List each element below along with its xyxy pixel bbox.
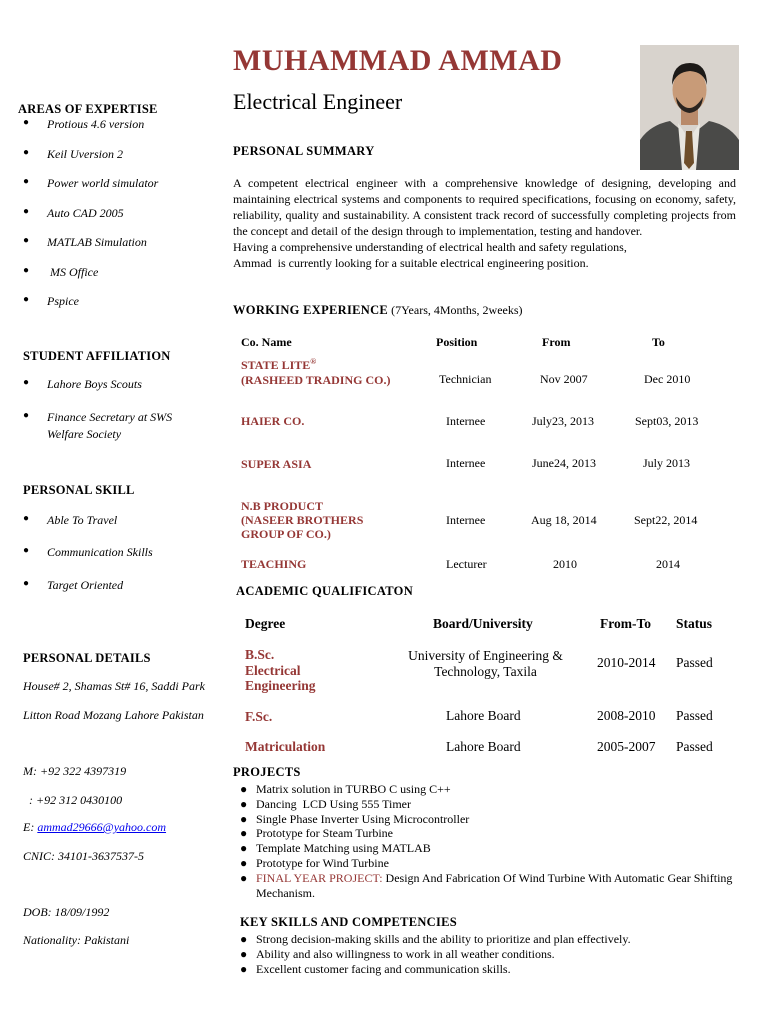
board-cell: University of Engineering & Technology, Taxila [408,648,563,679]
bullet-icon: ● [240,782,248,796]
expertise-heading: AREAS OF EXPERTISE [18,102,158,116]
company-name: N.B PRODUCT [241,499,324,513]
list-item: ● MATLAB Simulation [23,235,147,249]
list-item: ● Excellent customer facing and communication skills. [240,961,511,976]
key-skills-heading: KEY SKILLS AND COMPETENCIES [240,915,458,929]
company-name: SUPER ASIA [241,457,312,471]
to-cell: July 2013 [643,456,691,470]
summary-paragraph: A competent electrical engineer with a comprehensive knowledge of designing, developing and maintaining electrical systems and components to required specifications, focusing on economy, safety, reliability, quality and sustainability. A consistent track record of successfully completing projects from the concept and detail of the design through to implementation, testing and handover. [233,176,736,238]
list-item: ● Prototype for Wind Turbine [240,855,389,870]
summary-text [233,175,736,271]
final-project-text: Design And Fabrication Of Wind Turbine With Automatic Gear Shifting Mechanism. [256,870,733,900]
to-cell: Sept03, 2013 [635,414,699,428]
projects-heading: PROJECTS [233,765,301,779]
candidate-name: MUHAMMAD AMMAD [233,44,563,77]
list-item: ● Single Phase Inverter Using Microcontroller [240,811,470,826]
list-item: ● Power world simulator [23,176,159,190]
summary-line-2: Having a comprehensive understanding of electrical health and safety regulations, [233,240,627,254]
list-item: ● Pspice [23,294,79,308]
position-cell: Technician [439,372,492,386]
expertise-list [0,117,230,324]
bullet-icon: ● [240,870,248,885]
board-cell: Lahore Board [446,739,521,754]
col-header-years: From-To [600,616,652,631]
key-skills-list [240,932,745,976]
list-item: ● MS Office [23,264,99,279]
bullet-icon: ● [23,545,30,556]
list-item: ● Keil Uversion 2 [23,146,123,161]
list-item: ● Finance Secretary at SWS [23,410,173,424]
details-heading: PERSONAL DETAILS [23,651,151,665]
address-line-1: House# 2, Shamas St# 16, Saddi Park [23,679,205,693]
bullet-icon: ● [23,117,30,128]
bullet-icon: ● [23,264,30,276]
from-cell: July23, 2013 [532,414,595,428]
portrait-image [640,45,739,170]
list-item: ● Communication Skills [23,545,153,559]
degree-cell: B.Sc. Electrical Engineering [245,647,316,693]
email-line: E: ammad29666@yahoo.com [23,820,167,834]
experience-heading: WORKING EXPERIENCE [233,303,389,317]
dob: DOB: 18/09/1992 [23,905,110,919]
company-name: STATE LITE® [241,357,317,372]
bullet-icon: ● [240,932,248,946]
experience-heading-line [233,303,523,318]
from-cell: June24, 2013 [532,456,596,470]
from-cell: Nov 2007 [540,372,588,386]
list-item: ● Able To Travel [23,513,118,527]
company-name-line-2: (NASEER BROTHERS [241,513,364,527]
from-cell: Aug 18, 2014 [531,513,597,527]
to-cell: 2014 [656,557,680,571]
email-link[interactable]: ammad29666@yahoo.com [37,820,167,834]
list-item: ● Dancing LCD Using 555 Timer [240,796,412,811]
mobile-number: M: +92 322 4397319 [23,764,127,778]
bullet-icon: ● [240,841,248,856]
col-header-position: Position [436,335,478,349]
company-name: TEACHING [241,557,307,571]
list-item: ● Matrix solution in TURBO C using C++ [240,782,451,796]
affiliation-heading: STUDENT AFFILIATION [23,349,171,363]
col-header-from: From [542,335,571,349]
to-cell: Dec 2010 [644,372,691,386]
years-cell: 2005-2007 [597,739,656,754]
experience-duration: (7Years, 4Months, 2weeks) [388,303,523,317]
skill-heading: PERSONAL SKILL [23,483,135,497]
company-name-line-3: GROUP OF CO.) [241,527,331,541]
address-line-2: Litton Road Mozang Lahore Pakistan [23,708,204,722]
summary-heading: PERSONAL SUMMARY [233,144,375,158]
job-title: Electrical Engineer [233,89,403,114]
list-item: ● Ability and also willingness to work in all weather conditions. [240,946,555,961]
cnic: CNIC: 34101-3637537-5 [23,849,144,863]
status-cell: Passed [676,655,713,670]
list-item: ● Protious 4.6 version [23,117,145,131]
col-header-degree: Degree [245,616,286,631]
bullet-icon: ● [240,796,248,811]
bullet-icon: ● [23,578,30,589]
position-cell: Internee [446,456,486,470]
final-project-item [240,871,745,901]
company-name: HAIER CO. [241,414,305,428]
company-name-line-2: (RASHEED TRADING CO.) [241,373,391,387]
bullet-icon: ● [23,235,30,246]
summary-line-3: Ammad is currently looking for a suitable electrical engineering position. [233,256,589,270]
profile-photo [640,45,739,170]
bullet-icon: ● [23,294,30,305]
list-item: ● Target Oriented [23,578,124,592]
col-header-company: Co. Name [241,335,292,349]
years-cell: 2010-2014 [597,655,656,670]
bullet-icon: ● [23,513,30,524]
bullet-icon: ● [23,146,30,158]
degree-cell: F.Sc. [245,709,273,724]
years-cell: 2008-2010 [597,708,656,723]
projects-list [240,782,745,900]
phone-number: : +92 312 0430100 [23,793,123,807]
bullet-icon: ● [240,946,248,961]
to-cell: Sept22, 2014 [634,513,698,527]
bullet-icon: ● [240,826,248,841]
list-item-continuation: Welfare Society [47,427,122,441]
bullet-icon: ● [23,205,30,217]
from-cell: 2010 [553,557,577,571]
academic-heading: ACADEMIC QUALIFICATON [236,584,414,598]
position-cell: Internee [446,414,486,428]
col-header-status: Status [676,616,713,631]
position-cell: Internee [446,513,486,527]
board-cell: Lahore Board [446,708,521,723]
status-cell: Passed [676,739,713,754]
bullet-icon: ● [240,811,248,826]
final-project-label: FINAL YEAR PROJECT: [256,870,383,885]
list-item: ● Lahore Boys Scouts [23,377,142,391]
position-cell: Lecturer [446,557,487,571]
list-item: ● Auto CAD 2005 [23,205,124,220]
col-header-board: Board/University [433,616,533,631]
col-header-to: To [652,335,665,349]
bullet-icon: ● [240,961,248,976]
bullet-icon: ● [23,377,30,388]
status-cell: Passed [676,708,713,723]
bullet-icon: ● [23,410,30,421]
bullet-icon: ● [23,176,30,187]
nationality: Nationality: Pakistani [23,933,130,947]
list-item: ● Strong decision-making skills and the ability to prioritize and plan effectively. [240,932,631,946]
degree-cell: Matriculation [245,739,326,754]
list-item: ● Template Matching using MATLAB [240,841,431,856]
list-item: ● Prototype for Steam Turbine [240,826,393,841]
bullet-icon: ● [240,855,248,870]
